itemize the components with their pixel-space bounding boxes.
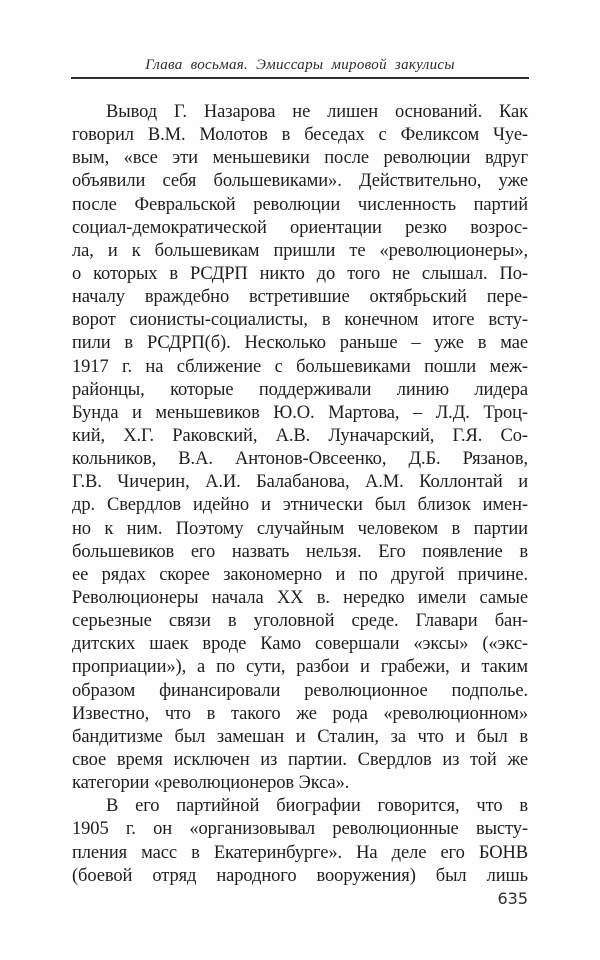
text-line: ее рядах скорее закономерно и по другой причине.	[72, 564, 528, 585]
text-line: большевиков его назвать нельзя. Его появление в	[72, 541, 528, 562]
text-line: ворот сионисты-социалисты, в конечном итоге всту-	[72, 310, 528, 331]
text-line: вым, «все эти меньшевики после революции вдруг	[72, 148, 528, 169]
text-line: (боевой отряд народного вооружения) был лишь	[72, 865, 528, 886]
paragraph	[72, 795, 528, 888]
body-text	[72, 101, 528, 888]
text-line: районцы, которые поддерживали линию лидера	[72, 379, 528, 400]
text-line: образом финансировали революционное подполье.	[72, 680, 528, 701]
text-line: после Февральской революции численность партий	[72, 194, 528, 215]
header-rule	[71, 77, 529, 79]
text-line: началу враждебно встретившие октябрьский пере-	[72, 287, 528, 308]
text-line: В его партийной биографии говорится, что в	[106, 796, 528, 817]
paragraph	[72, 101, 528, 795]
text-line: социал-демократической ориентации резко возрос-	[72, 217, 528, 238]
text-line: пили в РСДРП(б). Несколько раньше – уже в мае	[72, 333, 528, 354]
text-line: Революционеры начала XX в. нередко имели самые	[72, 587, 528, 608]
text-line: проприации»), а по сути, разбои и грабежи, и таким	[72, 657, 528, 678]
text-line: Вывод Г. Назарова не лишен оснований. Как	[106, 102, 528, 122]
text-line: 1905 г. он «организовывал революционные высту-	[72, 819, 528, 840]
text-line: ла, и к большевикам пришли те «революционеры»,	[72, 240, 528, 261]
running-header: Глава восьмая. Эмиссары мировой закулисы	[145, 57, 455, 73]
text-line: объявили себя большевиками». Действительно, уже	[72, 171, 528, 192]
page-number: 635	[497, 889, 528, 908]
text-line: кольников, В.А. Антонов-Овсеенко, Д.Б. Рязанов,	[72, 449, 528, 470]
text-line: Бунда и меньшевиков Ю.О. Мартова, – Л.Д. Троц-	[72, 402, 528, 423]
text-line: но к ним. Поэтому случайным человеком в партии	[72, 518, 528, 539]
text-line: о которых в РСДРП никто до того не слышал. По-	[72, 263, 528, 284]
text-line: Известно, что в такого же рода «революционном»	[72, 703, 528, 724]
text-line: др. Свердлов идейно и этнически был близок имен-	[72, 495, 528, 516]
text-line: пления масс в Екатеринбурге». На деле его БОНВ	[72, 842, 528, 863]
text-line: говорил В.М. Молотов в беседах с Феликсом Чуе-	[72, 125, 528, 146]
text-line: кий, Х.Г. Раковский, А.В. Луначарский, Г.Я. Со-	[72, 425, 528, 446]
text-line: категории «революционеров Экса».	[72, 773, 350, 794]
text-line: дитских шаек вроде Камо совершали «эксы» («экс-	[72, 634, 528, 655]
text-line: свое время исключен из партии. Свердлов из той же	[72, 749, 528, 770]
text-line: Г.В. Чичерин, А.И. Балабанова, А.М. Коллонтай и	[72, 472, 528, 493]
text-line: бандитизме был замешан и Сталин, за что и был в	[72, 726, 528, 747]
text-line: серьезные связи в уголовной среде. Главари бан-	[72, 611, 528, 632]
text-line: 1917 г. на сближение с большевиками пошли меж-	[72, 356, 528, 377]
